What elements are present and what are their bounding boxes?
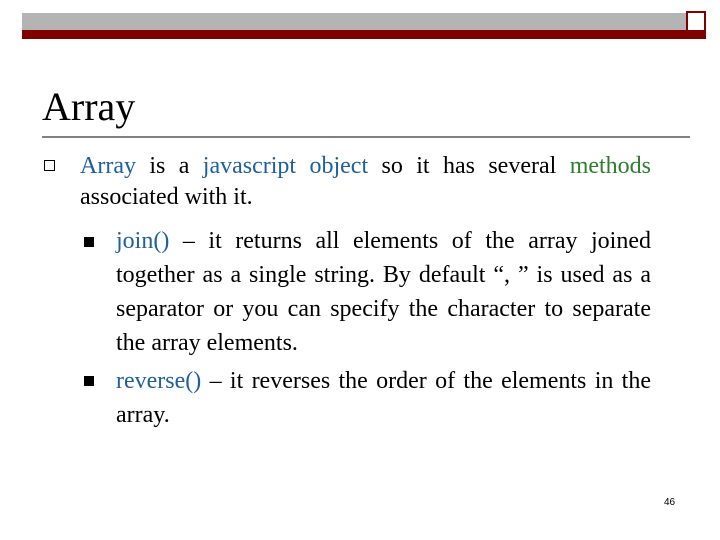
slide-title: Array xyxy=(42,84,136,129)
bullet-reverse-text xyxy=(116,364,651,432)
bullet-join-text xyxy=(116,224,651,360)
filled-square-bullet-icon xyxy=(84,237,94,247)
method-reverse: reverse() xyxy=(116,368,202,394)
keyword-javascript: javascript xyxy=(202,153,297,179)
keyword-array: Array xyxy=(80,153,136,179)
main-text-part-3: so it has several xyxy=(368,153,570,179)
header-red-bar xyxy=(22,30,686,39)
join-description: – it returns all elements of the array joined together as a single string. By default “, ” is used as a separator or you can specify the character to separate the array elements. xyxy=(116,228,651,356)
reverse-description: – it reverses the order of the elements in the array. xyxy=(116,368,651,428)
keyword-methods: methods xyxy=(569,153,652,179)
keyword-object: object xyxy=(309,153,369,179)
page-number: 46 xyxy=(664,497,676,508)
method-join: join() xyxy=(116,228,170,254)
header-corner-gray xyxy=(688,13,704,30)
main-text-part-1: is a xyxy=(135,153,203,179)
title-underline xyxy=(42,136,690,138)
header-gray-bar xyxy=(22,13,686,30)
main-text-part-2 xyxy=(296,153,309,179)
hollow-square-bullet-icon xyxy=(44,160,55,171)
filled-square-bullet-icon xyxy=(84,376,94,386)
main-text-part-4: associated with it. xyxy=(80,184,253,210)
bullet-main-text xyxy=(80,151,651,213)
